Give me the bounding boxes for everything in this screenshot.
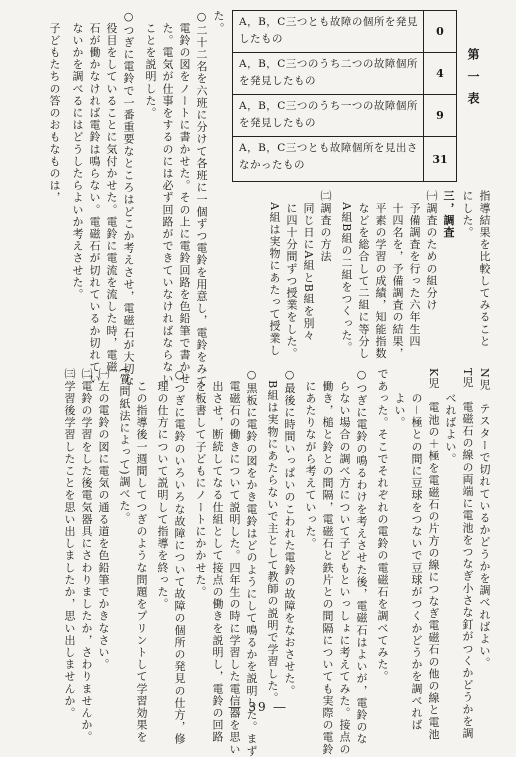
page-number: ― 39 ― [228, 700, 288, 714]
text-column: 指導結果を比較してみること [478, 190, 491, 348]
text-column: T児 電磁石の線の両端に電池をつなぎ小さな釘がつくかどうかを調 [461, 368, 474, 740]
text-column: ㈢学習後学習したことを思い出しましたか，思い出しませんか。 [63, 368, 76, 719]
table-cell-label: A，B，C三つとも故障個所を見出さなかったもの [239, 142, 418, 171]
table-cell-count: 31 [423, 137, 456, 181]
section-heading: 三，調査 [442, 190, 455, 239]
table-caption: 第一表 [466, 48, 480, 114]
table-row [233, 137, 456, 181]
text-column: らない場合の調べ方について子どもといっしょに考えてみた。接点の [338, 368, 351, 756]
text-column: 電磁石の働きについて説明した。四年生の時に学習した電信器を思い [228, 368, 241, 756]
text-column: の－極との間に豆球をつないで豆球がつくかどうかを調べれば [410, 368, 423, 731]
text-column: ないかを調べるにはどうしたらよいか考えさせた。 [71, 10, 84, 301]
text-column: を板書して子どもにノートにかかせた。 [194, 368, 207, 598]
text-column: 役目をしていることに気付かせた。電鈴に電流を流した時，電磁 [105, 10, 118, 373]
text-column: 子どもたちの答のおもなものは， [48, 10, 61, 204]
results-table [232, 10, 457, 182]
text-column: ことを説明した。 [144, 10, 157, 119]
text-column: た。 [212, 10, 225, 35]
text-column: ㈠左の電鈴の図に電気の通る道を色鉛筆でかきなさい。 [97, 368, 110, 671]
text-column: 石が働かなければ電鈴は鳴らない。電磁石が切れているか切れてい [88, 10, 101, 386]
text-column: ○二十二名を六班に分けて各班に一個ずつ電鈴を用意し，電鈴をみて [195, 10, 208, 388]
text-column: A組は実物にあたって授業し [268, 190, 281, 357]
text-column: であった。そこでそれぞれの電鈴の電磁石を調べてみた。 [376, 368, 389, 683]
text-column: 予備調査を行った六年生四 [408, 190, 421, 348]
table-row [233, 95, 456, 137]
text-column: ○最後に時間いっぱいのこわれた電鈴の故障をなおさせた。 [283, 368, 296, 697]
text-column: ○黒板に電鈴の図をかき電鈴はどのようにして鳴るかを説明した。まず [245, 368, 258, 757]
text-column: ○つぎに電鈴のいろいろな故障について故障の個所の発見の仕方，修 [173, 368, 186, 746]
text-column: べればよい。 [444, 368, 457, 465]
table-cell-label: A，B，C三つのうち二つの故障個所を発見したもの [239, 58, 418, 87]
text-column: などを総合して二組に等分し [357, 190, 370, 360]
text-column: た。電気が仕事をするのには必ず回路ができていなければならない [161, 10, 174, 386]
text-column: ○つぎに電鈴の鳴るわけを考えさせた後，電磁石はよいが，電鈴のな [355, 368, 368, 746]
table-row [233, 11, 456, 53]
text-column: 理の仕方について説明して指導を終った。 [156, 368, 169, 610]
text-column: 平素の学習の成績，知能指数 [374, 190, 387, 360]
table-cell-label: A，B，C三つとも故障の個所を発見したもの [239, 16, 418, 45]
text-column: A組B組の二組をつくった。 [340, 190, 353, 354]
text-column: 電鈴の図をノートに書かせた。その上に電鈴回路を色鉛筆で書かせ [178, 10, 191, 386]
table-cell-count: 0 [423, 11, 456, 52]
text-column: ○つぎに電鈴で一番重要なところはどこか考えさせ，電磁石が大切な [122, 10, 135, 388]
text-column: にあたりながら考えていった。 [304, 368, 317, 550]
text-column: ㈡調査の方法 [319, 190, 332, 263]
table-cell-label: A，B，C三つのうち一つの故障個所を発見したもの [239, 100, 418, 129]
table-cell-count: 4 [423, 53, 456, 94]
text-column: に四十分間ずつ授業をした。 [285, 190, 298, 360]
text-column: 出させ，断続してなる仕組として接点の働きを説明し，電鈴の回路 [211, 368, 224, 744]
text-column: 同じ日にA組とB組を別々 [302, 190, 315, 342]
text-column: N児 テスターで切れているかどうかを調べればよい。 [478, 368, 491, 670]
table-cell-count: 9 [423, 95, 456, 136]
text-column: (質問紙法によって)調べた。 [118, 368, 131, 524]
text-column: この指導後一週間してつぎのような問題をプリントして学習効果を [135, 368, 148, 744]
text-column: よい。 [393, 368, 406, 429]
text-column: にした。 [461, 190, 474, 239]
table-row [233, 53, 456, 95]
text-column: ㈠調査のための組分け [425, 190, 438, 311]
text-column: ㈡電鈴の学習をした後電気器具にさわりましたか，さわりませんか。 [80, 368, 93, 744]
text-column: B組は実物にあたらないで主として教師の説明で学習した。 [266, 368, 279, 704]
text-column: K児 電池の＋極を電磁石の片方の線につなぎ電磁石の他の線と電池 [427, 368, 440, 741]
text-column: 働き，槌と鈴との間隔，電磁石と鉄片との間隔についても実際の電鈴 [321, 368, 334, 756]
text-column: 十四名を，予備調査の結果， [391, 190, 404, 360]
